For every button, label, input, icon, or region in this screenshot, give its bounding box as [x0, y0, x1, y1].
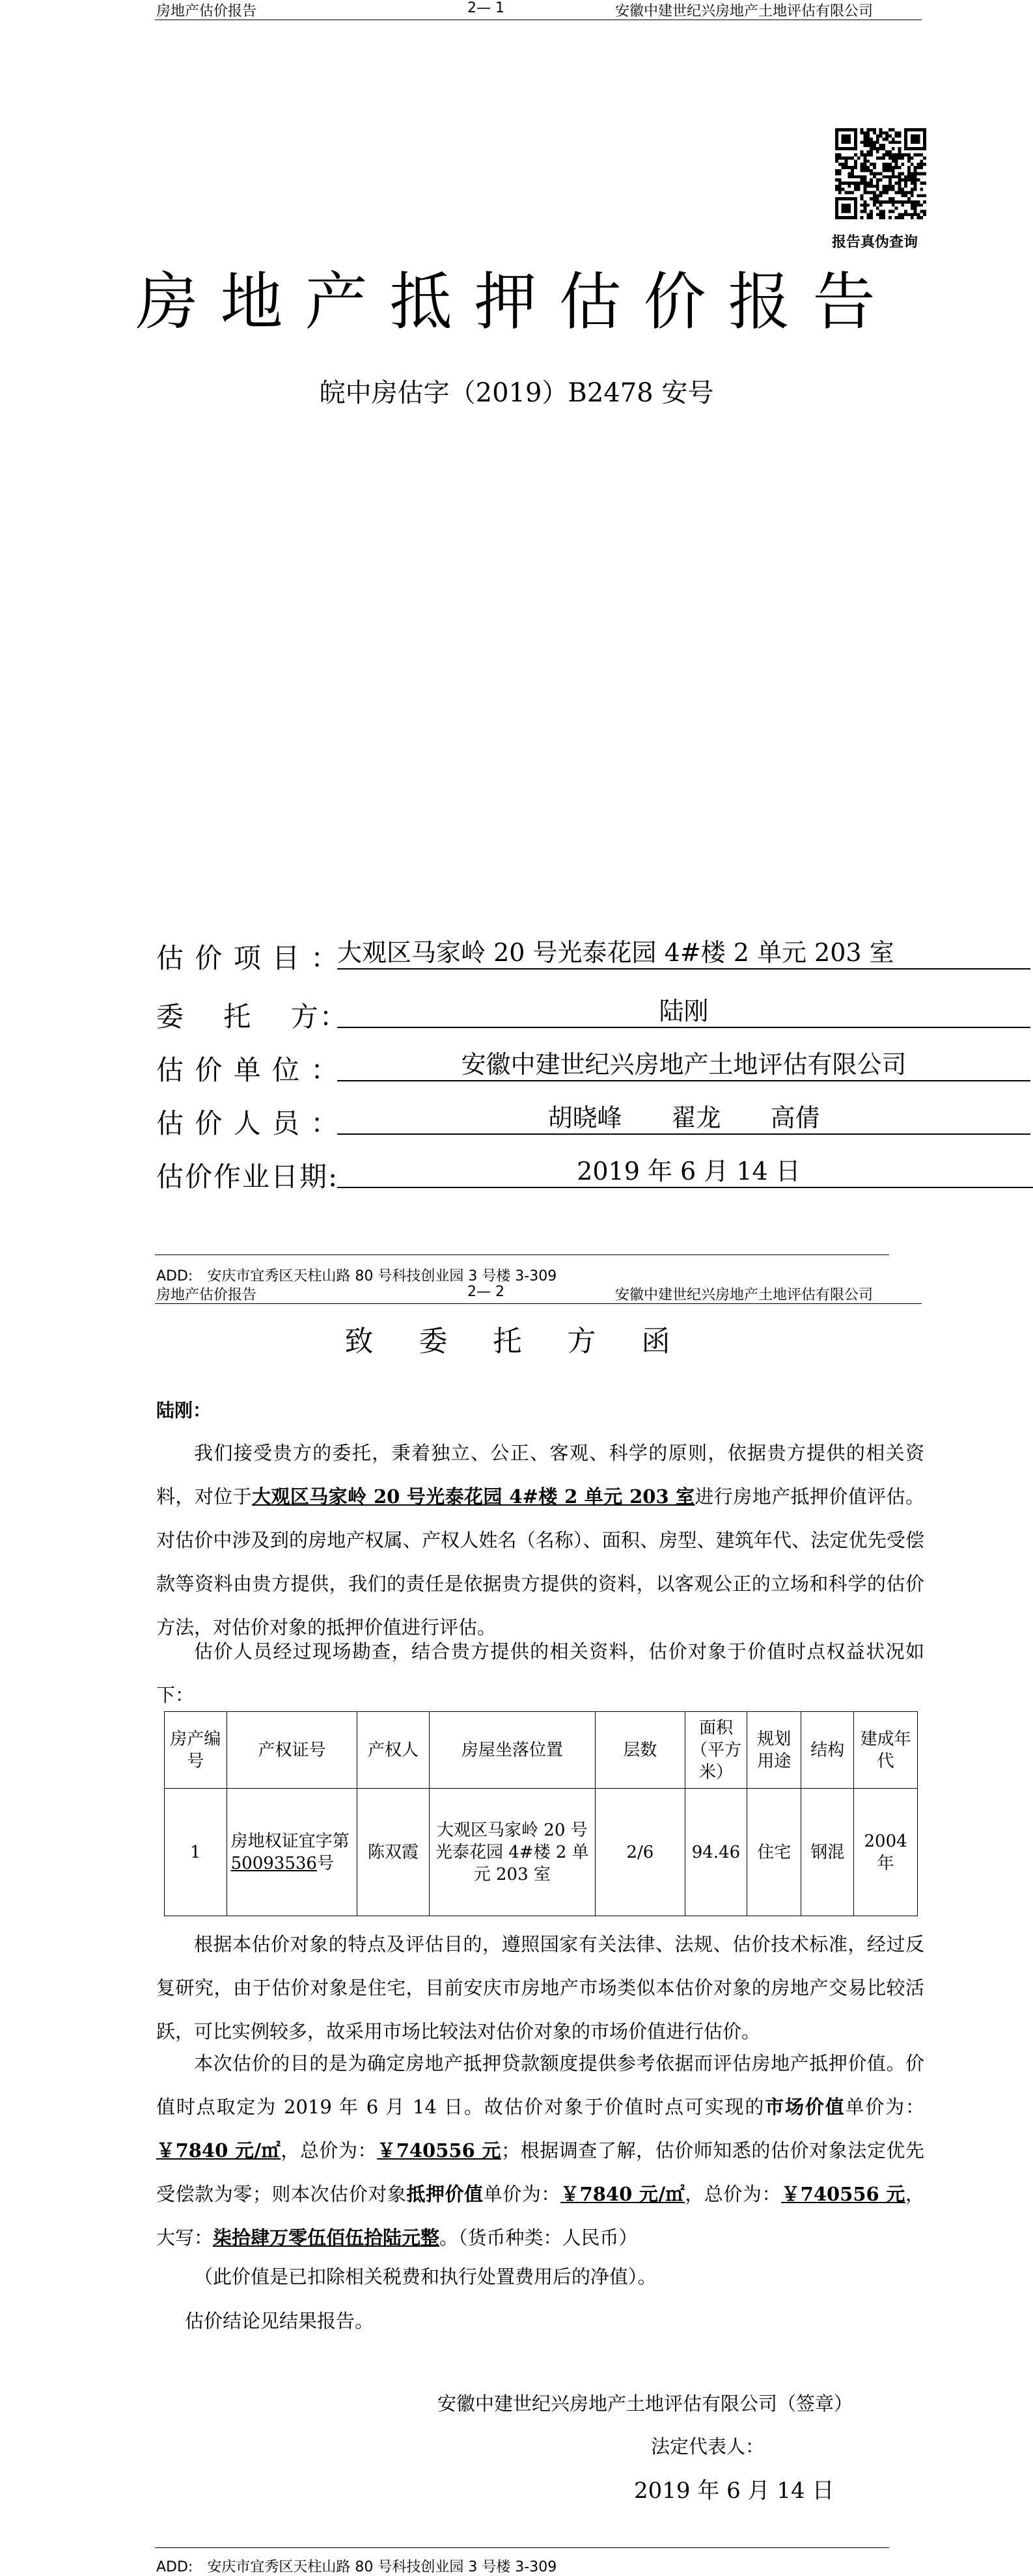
paragraph-3: 根据本估价对象的特点及评估目的，遵照国家有关法律、法规、估价技术标准，经过反复研究，由于估价对象是住宅，目前安庆市房地产市场类似本估价对象的房地产交易比较活跃，可比实例较多，故采用市场比较法对估价对象的市场价值进行估价。 — [156, 1933, 924, 2042]
p4-total-price-2: ￥740556 元 — [781, 2183, 905, 2205]
p4-text-c: ，总价为： — [281, 2139, 378, 2162]
qr-code — [835, 128, 926, 219]
client-value: 陆刚 — [337, 996, 1030, 1028]
report-title: 房地产抵押估价报告 — [135, 265, 898, 338]
p4-text-b: 单价为： — [845, 2096, 924, 2118]
page1-footer-rule — [155, 1254, 889, 1255]
work-date-value: 2019 年 6 月 14 日 — [337, 1156, 1033, 1188]
p4-text-f: ，总价为： — [685, 2183, 782, 2205]
cell-cert — [227, 1789, 357, 1916]
page1-footer-address: ADD: 安庆市宜秀区天柱山路 80 号科技创业园 3 号楼 3-309 — [156, 1268, 557, 1284]
work-date-label: 估价作业日期: — [156, 1161, 339, 1193]
project-label: 估 价 项 目 ： — [156, 942, 340, 974]
appraisers-value: 胡晓峰 翟龙 高倩 — [337, 1102, 1030, 1135]
th-floors: 层数 — [596, 1712, 685, 1789]
th-area: 面积（平方米） — [685, 1712, 747, 1789]
p4-mortgage-value-label: 抵押价值 — [406, 2183, 484, 2205]
cell-area: 94.46 — [685, 1789, 747, 1916]
cell-no: 1 — [165, 1789, 227, 1916]
cell-floors: 2/6 — [596, 1789, 685, 1916]
page1-header-left: 房地产估价报告 — [156, 3, 257, 20]
page2-header-page-number: 2— 2 — [467, 1284, 504, 1300]
salutation: 陆刚： — [156, 1400, 212, 1421]
paragraph-1 — [156, 1431, 924, 1649]
p1-text-b: 进行房地产抵押价值评估。对估价中涉及到的房地产权属、产权人姓名（名称）、面积、房型、建筑年代、法定优先受偿款等资料由贵方提供，我们的责任是依据贵方提供的资料，以客观公正的立场和科学的估价方法，对估价对象的抵押价值进行评估。 — [156, 1485, 924, 1638]
p4-unit-price-1: ￥7840 元/㎡ — [156, 2139, 281, 2162]
page2-footer-address: ADD: 安庆市宜秀区天柱山路 80 号科技创业园 3 号楼 3-309 — [156, 2559, 557, 2575]
signature-date: 2019 年 6 月 14 日 — [634, 2478, 834, 2504]
page1-header-right: 安徽中建世纪兴房地产土地评估有限公司 — [615, 3, 874, 20]
p4-text-h: 。（货币种类：人民币） — [439, 2227, 638, 2249]
cell-owner: 陈双霞 — [357, 1789, 429, 1916]
project-value: 大观区马家岭 20 号光泰花园 4#楼 2 单元 203 室 — [337, 937, 1030, 969]
paragraph-6: 估价结论见结果报告。 — [185, 2310, 374, 2332]
th-use: 规划用途 — [747, 1712, 801, 1789]
letter-title: 致 委 托 方 函 — [344, 1325, 689, 1358]
paragraph-2: 估价人员经过现场勘查，结合贵方提供的相关资料，估价对象于价值时点权益状况如下： — [156, 1640, 924, 1706]
p4-text-e: 单价为： — [483, 2183, 560, 2205]
th-year: 建成年代 — [854, 1712, 918, 1789]
signature-legal-rep: 法定代表人： — [651, 2435, 765, 2458]
p4-total-in-words: 柒拾肆万零伍佰伍拾陆元整 — [213, 2227, 440, 2249]
client-label: 委 托 方： — [156, 1001, 348, 1033]
page2-footer-rule — [155, 2547, 889, 2548]
report-number: 皖中房估字（2019）B2478 安号 — [319, 378, 714, 408]
p4-text-g: ，大写： — [156, 2183, 924, 2249]
page2-header-rule — [155, 1303, 922, 1304]
th-owner: 产权人 — [357, 1712, 429, 1789]
p1-property-address: 大观区马家岭 20 号光泰花园 4#楼 2 单元 203 室 — [252, 1485, 695, 1508]
p4-text-d: ；根据调查了解，估价师知悉的估价对象法定优先受偿款为零；则本次估价对象 — [156, 2139, 924, 2205]
page2-header-left: 房地产估价报告 — [156, 1287, 257, 1303]
property-info-table — [164, 1711, 918, 1916]
cell-cert-number: 50093536 — [230, 1853, 317, 1873]
cell-cert-suffix: 号 — [316, 1853, 334, 1873]
page2-header-right: 安徽中建世纪兴房地产土地评估有限公司 — [615, 1287, 874, 1303]
p4-market-value-label: 市场价值 — [765, 2096, 846, 2118]
p4-text-a: 本次估价的目的是为确定房地产抵押贷款额度提供参考依据而评估房地产抵押价值。价值时点取定为 2019 年 6 月 14 日。故估价对象于价值时点可实现的 — [156, 2052, 924, 2118]
appraiser-org-value: 安徽中建世纪兴房地产土地评估有限公司 — [337, 1049, 1030, 1081]
p1-text-a: 我们接受贵方的委托，秉着独立、公正、客观、科学的原则，依据贵方提供的相关资料，对位于 — [156, 1442, 924, 1508]
cell-year: 2004 年 — [854, 1789, 918, 1916]
appraisers-label: 估 价 人 员 ： — [156, 1107, 340, 1139]
th-location: 房屋坐落位置 — [429, 1712, 595, 1789]
paragraph-4 — [156, 2042, 924, 2260]
paragraph-5: （此价值是已扣除相关税费和执行处置费用后的净值）。 — [194, 2266, 657, 2288]
p4-unit-price-2: ￥7840 元/㎡ — [560, 2183, 685, 2205]
cell-use: 住宅 — [747, 1789, 801, 1916]
cell-location: 大观区马家岭 20 号光泰花园 4#楼 2 单元 203 室 — [429, 1789, 595, 1916]
qr-caption: 报告真伪查询 — [832, 234, 918, 251]
signature-company: 安徽中建世纪兴房地产土地评估有限公司（签章） — [437, 2393, 853, 2415]
th-structure: 结构 — [801, 1712, 854, 1789]
table-row — [165, 1789, 918, 1916]
cell-structure: 钢混 — [801, 1789, 854, 1916]
th-property-no: 房产编号 — [165, 1712, 227, 1789]
page1-header-page-number: 2— 1 — [467, 0, 504, 16]
th-cert-no: 产权证号 — [227, 1712, 357, 1789]
cell-cert-prefix: 房地权证宜字第 — [230, 1831, 350, 1851]
p4-total-price-1: ￥740556 元 — [377, 2139, 502, 2162]
appraiser-org-label: 估 价 单 位 ： — [156, 1054, 340, 1086]
table-header-row — [165, 1712, 918, 1789]
